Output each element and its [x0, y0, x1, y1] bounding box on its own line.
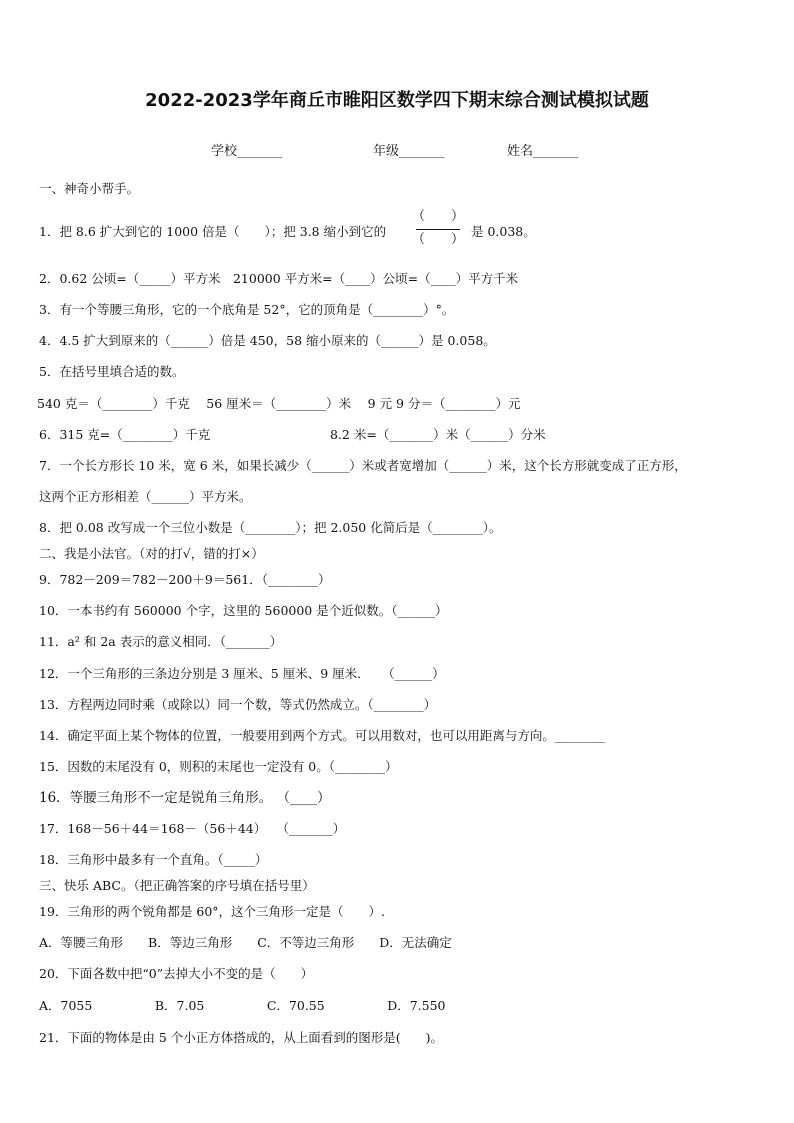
- question-3: 3．有一个等腰三角形，它的一个底角是 52°，它的顶角是（________）°。: [39, 302, 455, 317]
- question-6-part-a: 6．315 克=（________）千克: [39, 427, 211, 442]
- question-16: 16．等腰三角形不一定是锐角三角形。 （____）: [39, 790, 331, 806]
- question-5-items: 540 克＝（________）千克 56 厘米＝（________）米 9 元 9 分＝（________）元: [37, 396, 521, 411]
- fraction-bar: [416, 229, 460, 230]
- question-19: 19．三角形的两个锐角都是 60°，这个三角形一定是（ ）.: [39, 904, 386, 919]
- question-5: 5．在括号里填合适的数。: [39, 364, 185, 379]
- question-19-options: A．等腰三角形 B．等边三角形 C．不等边三角形 D．无法确定: [39, 935, 452, 950]
- question-13: 13．方程两边同时乘（或除以）同一个数，等式仍然成立。（________）: [39, 697, 437, 712]
- section-3-heading: 三、快乐 ABC。（把正确答案的序号填在括号里）: [39, 878, 315, 893]
- question-17: 17．168－56＋44＝168－（56＋44） （_______）: [39, 821, 346, 836]
- grade-field: 年级_______: [373, 144, 445, 159]
- question-10: 10．一本书约有 560000 个字，这里的 560000 是个近似数。（______）: [39, 603, 448, 618]
- question-2: 2．0.62 公顷=（_____）平方米 210000 平方米=（____）公顷=（____）平方千米: [39, 271, 519, 286]
- fraction-denominator-blank: （ ）: [412, 232, 465, 247]
- question-6-part-b: 8.2 米=（_______）米（______）分米: [330, 427, 546, 442]
- page-title: 2022-2023学年商丘市睢阳区数学四下期末综合测试模拟试题: [145, 90, 649, 111]
- question-21: 21．下面的物体是由 5 个小正方体搭成的，从上面看到的图形是( )。: [39, 1030, 444, 1045]
- question-7-line-2: 这两个正方形相差（______）平方米。: [39, 489, 252, 504]
- question-9: 9．782－209＝782－200＋9＝561．（________）: [39, 572, 331, 587]
- question-1-fraction: [412, 208, 464, 250]
- question-15: 15．因数的末尾没有 0，则积的末尾也一定没有 0。（________）: [39, 759, 398, 774]
- question-11: 11．a² 和 2a 表示的意义相同．（_______）: [39, 634, 283, 649]
- question-4: 4．4.5 扩大到原来的（______）倍是 450，58 缩小原来的（______）是 0.058。: [39, 333, 496, 348]
- section-2-heading: 二、我是小法官。（对的打√，错的打×）: [39, 546, 264, 561]
- question-8: 8．把 0.08 改写成一个三位小数是（________）；把 2.050 化简后是（________）。: [39, 520, 502, 535]
- fraction-numerator-blank: （ ）: [412, 209, 465, 224]
- question-14: 14．确定平面上某个物体的位置，一般要用到两个方式。可以用数对，也可以用距离与方向。________: [39, 728, 605, 743]
- question-18: 18．三角形中最多有一个直角。（_____）: [39, 852, 268, 867]
- school-field: 学校_______: [211, 144, 283, 159]
- question-12: 12．一个三角形的三条边分别是 3 厘米、5 厘米、9 厘米． （______）: [39, 666, 445, 681]
- question-1-part-a: 1．把 8.6 扩大到它的 1000 倍是（ ）；把 3.8 缩小到它的: [39, 224, 387, 239]
- section-1-heading: 一、神奇小帮手。: [39, 181, 140, 196]
- name-field: 姓名_______: [507, 144, 579, 159]
- question-20: 20．下面各数中把“0”去掉大小不变的是（ ）: [39, 966, 314, 981]
- question-20-options: A．7055 B．7.05 C．70.55 D．7.550: [39, 998, 446, 1013]
- question-1-part-b: 是 0.038。: [471, 224, 536, 239]
- question-7-line-1: 7．一个长方形长 10 米，宽 6 米，如果长减少（______）米或者宽增加（______）米，这个长方形就变成了正方形，: [39, 458, 687, 473]
